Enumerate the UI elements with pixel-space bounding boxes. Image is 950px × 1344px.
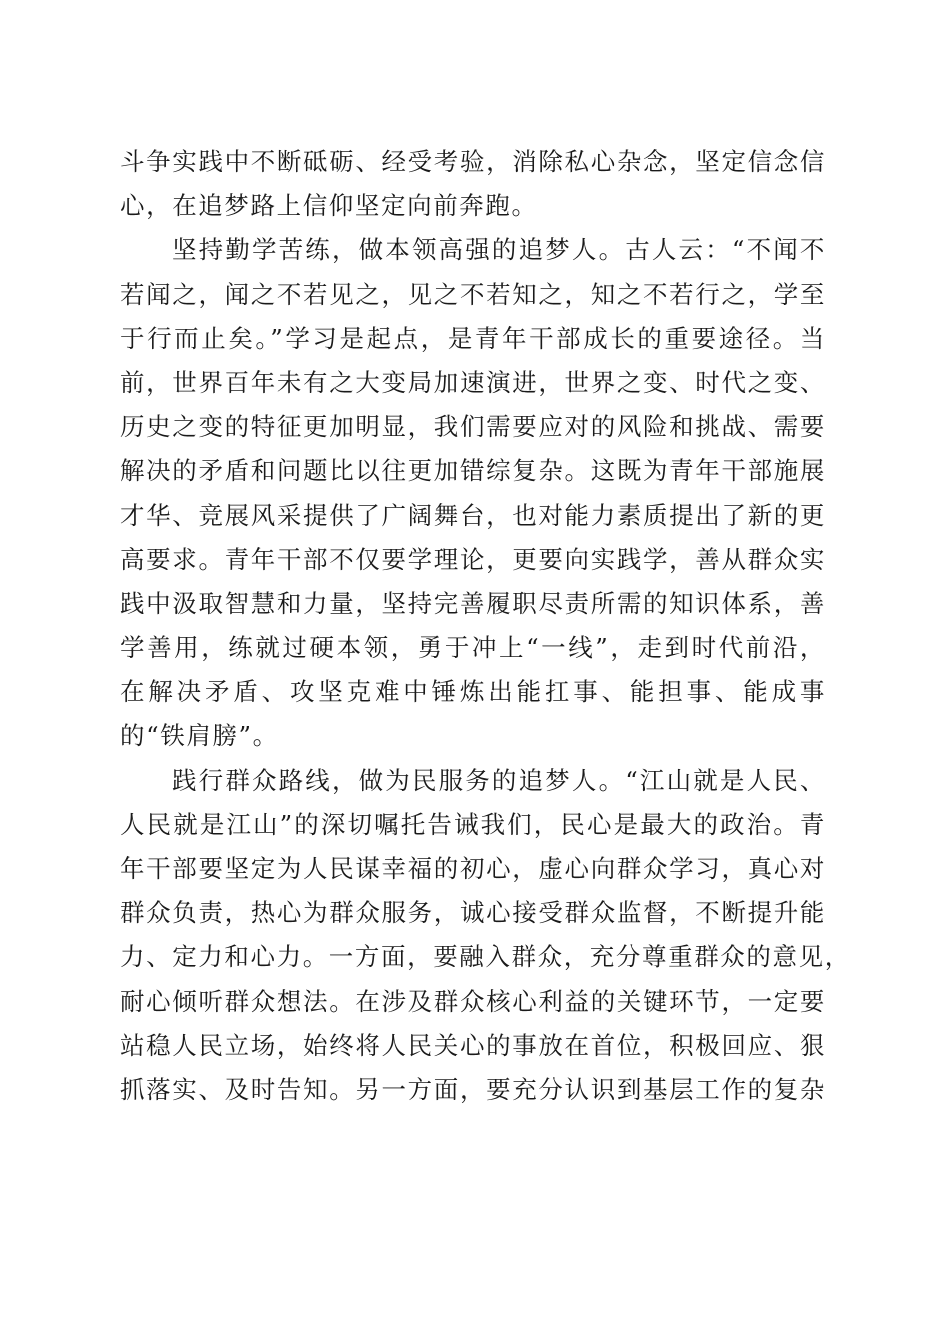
text-line: 于行而止矣。”学习是起点，是青年干部成长的重要途径。当 [120, 323, 826, 353]
text-line: 践中汲取智慧和力量，坚持完善履职尽责所需的知识体系，善 [120, 588, 826, 618]
text-line: 解决的矛盾和问题比以往更加错综复杂。这既为青年干部施展 [120, 456, 826, 486]
text-line: 才华、竞展风采提供了广阔舞台，也对能力素质提出了新的更 [120, 500, 826, 530]
text-line: 坚持勤学苦练，做本领高强的追梦人。古人云：“不闻不 [172, 235, 826, 265]
text-line: 在解决矛盾、攻坚克难中锤炼出能扛事、能担事、能成事 [120, 677, 826, 707]
text-line: 斗争实践中不断砥砺、经受考验，消除私心杂念，坚定信念信 [120, 147, 826, 176]
text-line: 历史之变的特征更加明显，我们需要应对的风险和挑战、需要 [120, 412, 826, 442]
text-line: 力、定力和心力。一方面，要融入群众，充分尊重群众的意见， [120, 942, 851, 972]
text-line: 前，世界百年未有之大变局加速演进，世界之变、时代之变、 [120, 367, 826, 397]
text-line: 耐心倾听群众想法。在涉及群众核心利益的关键环节，一定要 [120, 986, 826, 1016]
document-body [120, 140, 851, 1112]
text-line: 心，在追梦路上信仰坚定向前奔跑。 [120, 191, 538, 221]
text-line: 若闻之，闻之不若见之，见之不若知之，知之不若行之，学至 [120, 279, 826, 309]
text-line: 站稳人民立场，始终将人民关心的事放在首位，积极回应、狠 [120, 1030, 826, 1060]
text-line: 人民就是江山”的深切嘱托告诫我们，民心是最大的政治。青 [120, 809, 826, 839]
text-line: 抓落实、及时告知。另一方面，要充分认识到基层工作的复杂 [120, 1074, 826, 1104]
text-line: 学善用，练就过硬本领，勇于冲上“一线”，走到时代前沿， [120, 633, 826, 663]
paragraph-2 [120, 228, 826, 758]
text-line: 年干部要坚定为人民谋幸福的初心，虚心向群众学习，真心对 [120, 854, 826, 883]
text-line: 的“铁肩膀”。 [120, 721, 279, 751]
text-line: 群众负责，热心为群众服务，诚心接受群众监督，不断提升能 [120, 898, 826, 928]
paragraph-3 [120, 759, 851, 1113]
text-line: 高要求。青年干部不仅要学理论，更要向实践学，善从群众实 [120, 544, 826, 574]
text-line: 践行群众路线，做为民服务的追梦人。“江山就是人民、 [172, 765, 826, 795]
paragraph-1 [120, 140, 826, 228]
